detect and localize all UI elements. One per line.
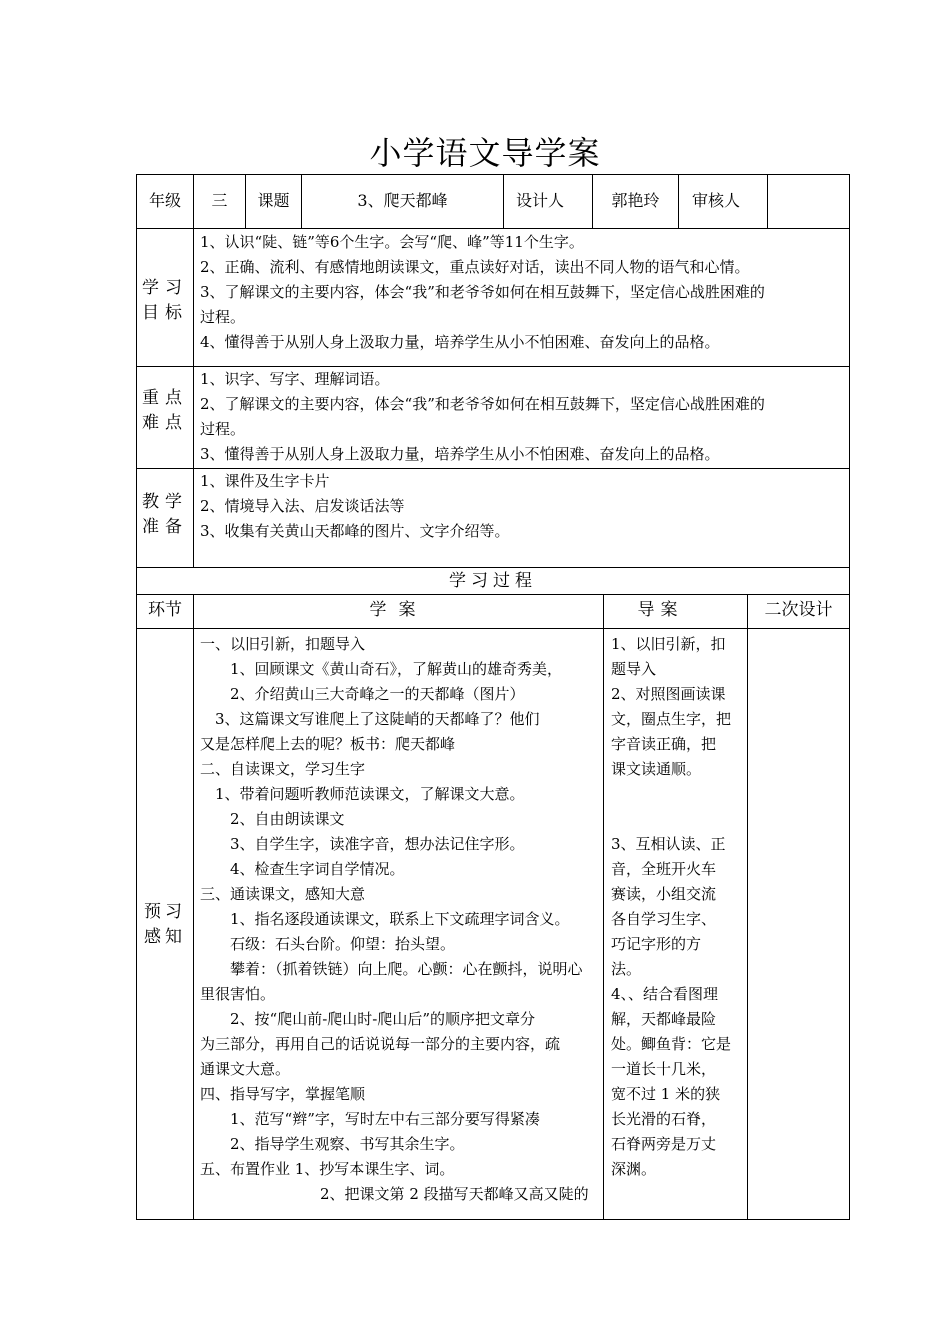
row-divider [136,628,850,629]
guide-line: 题导入 [611,660,657,678]
key-point-line: 3、懂得善于从别人身上汲取力量，培养学生从小不怕困难、奋发向上的品格。 [200,445,720,463]
col-stage-header: 环节 [148,600,182,620]
guide-line: 文，圈点生字，把 [611,710,732,728]
study-line: 三、通读课文，感知大意 [200,885,366,903]
study-line: 2、把课文第 2 段描写天都峰又高又陡的 [200,1185,589,1203]
col-divider [193,594,194,1220]
study-line: 为三部分，再用自己的话说说每一部分的主要内容，疏 [200,1035,561,1053]
col-redesign-header: 二次设计 [764,600,833,620]
study-line: 又是怎样爬上去的呢？板书：爬天都峰 [200,735,456,753]
designer-value: 郭艳玲 [611,191,660,210]
guide-content [611,632,745,1182]
key-point-line: 2、了解课文的主要内容，体会“我”和老爷爷如何在相互鼓舞下，坚定信心战胜困难的 [200,395,765,413]
prep-line: 2、情境导入法、启发谈话法等 [200,497,405,515]
study-line: 1、回顾课文《黄山奇石》，了解黄山的雄奇秀美， [200,660,563,678]
guide-line: 石脊两旁是万丈 [611,1135,717,1153]
guide-line: 赛读，小组交流 [611,885,717,903]
study-line: 二、自读课文，学习生字 [200,760,366,778]
prep-content [200,469,845,544]
goal-line: 1、认识“陡、链”等6个生字。会写“爬、峰”等11个生字。 [200,233,584,251]
reviewer-label: 审核人 [691,191,740,210]
guide-line: 巧记字形的方 [611,935,702,953]
study-line: 3、这篇课文写谁爬上了这陡峭的天都峰了？他们 [200,710,540,728]
process-section-title: 学习过程 [449,571,537,591]
prep-line: 1、课件及生字卡片 [200,472,330,490]
study-line: 4、检查生字词自学情况。 [200,860,405,878]
guide-line: 一道长十几米， [611,1060,717,1078]
stage-label: 预习感知 [144,902,186,947]
guide-line: 音，全班开火车 [611,860,717,878]
guide-line: 1、以旧引新，扣 [611,635,726,653]
col-divider [767,174,768,228]
guide-line: 解，天都峰最险 [611,1010,717,1028]
key-points-label: 重点难点 [142,388,188,433]
guide-line: 深渊。 [611,1160,657,1178]
study-line: 四、指导写字，掌握笔顺 [200,1085,366,1103]
study-line: 2、介绍黄山三大奇峰之一的天都峰（图片） [200,685,525,703]
goals-label: 学习目标 [142,278,188,323]
page-title: 小学语文导学案 [369,134,601,172]
guide-line [611,782,745,807]
guide-line: 2、对照图画读课 [611,685,726,703]
grade-label: 年级 [148,191,181,210]
key-point-line: 过程。 [200,420,246,438]
study-content [200,632,602,1207]
study-line: 攀着：（抓着铁链）向上爬。心颤：心在颤抖，说明心 [200,960,583,978]
study-line: 通课文大意。 [200,1060,291,1078]
study-line: 2、自由朗读课文 [200,810,345,828]
guide-line: 4、、结合看图理 [611,985,719,1003]
row-divider [136,228,850,229]
goal-line: 2、正确、流利、有感情地朗读课文，重点读好对话，读出不同人物的语气和心情。 [200,258,750,276]
guide-line [611,807,745,832]
col-divider [603,594,604,1220]
study-line: 1、指名逐段通读课文，联系上下文疏理字词含义。 [200,910,570,928]
goal-line: 过程。 [200,308,246,326]
study-line: 1、范写“辫”字，写时左中右三部分要写得紧凑 [200,1110,540,1128]
goals-content [200,230,845,355]
study-line: 五、布置作业 1、抄写本课生字、词。 [200,1160,455,1178]
guide-line: 宽不过 1 米的狭 [611,1085,721,1103]
guide-line: 各自学习生字、 [611,910,717,928]
designer-label: 设计人 [515,191,564,210]
study-line: 里很害怕。 [200,985,276,1003]
study-line: 1、带着问题听教师范读课文，了解课文大意。 [200,785,525,803]
goal-line: 3、了解课文的主要内容，体会“我”和老爷爷如何在相互鼓舞下，坚定信心战胜困难的 [200,283,765,301]
row-divider [136,594,850,595]
guide-line: 3、互相认读、正 [611,835,726,853]
guide-line: 课文读通顺。 [611,760,702,778]
col-guide-header: 导案 [637,600,684,620]
topic-value: 3、爬天都峰 [357,191,448,210]
col-study-header: 学案 [369,600,428,620]
col-divider [747,594,748,1220]
guide-line: 处。鲫鱼背：它是 [611,1035,732,1053]
study-line: 2、指导学生观察、书写其余生字。 [200,1135,465,1153]
study-line: 一、以旧引新，扣题导入 [200,635,366,653]
guide-line: 长光滑的石脊， [611,1110,717,1128]
key-point-line: 1、识字、写字、理解词语。 [200,370,390,388]
study-line: 3、自学生字，读准字音，想办法记住字形。 [200,835,525,853]
col-divider [193,228,194,567]
grade-value: 三 [211,191,228,210]
topic-label: 课题 [257,191,290,210]
study-line: 石级：石头台阶。仰望：抬头望。 [200,935,456,953]
study-line: 2、按“爬山前-爬山时-爬山后”的顺序把文章分 [200,1010,536,1028]
goal-line: 4、懂得善于从别人身上汲取力量，培养学生从小不怕困难、奋发向上的品格。 [200,333,720,351]
prep-label: 教学准备 [142,492,188,537]
key-points-content [200,367,845,467]
guide-line: 字音读正确，把 [611,735,717,753]
guide-line: 法。 [611,960,642,978]
row-divider [136,567,850,568]
prep-line: 3、收集有关黄山天都峰的图片、文字介绍等。 [200,522,510,540]
